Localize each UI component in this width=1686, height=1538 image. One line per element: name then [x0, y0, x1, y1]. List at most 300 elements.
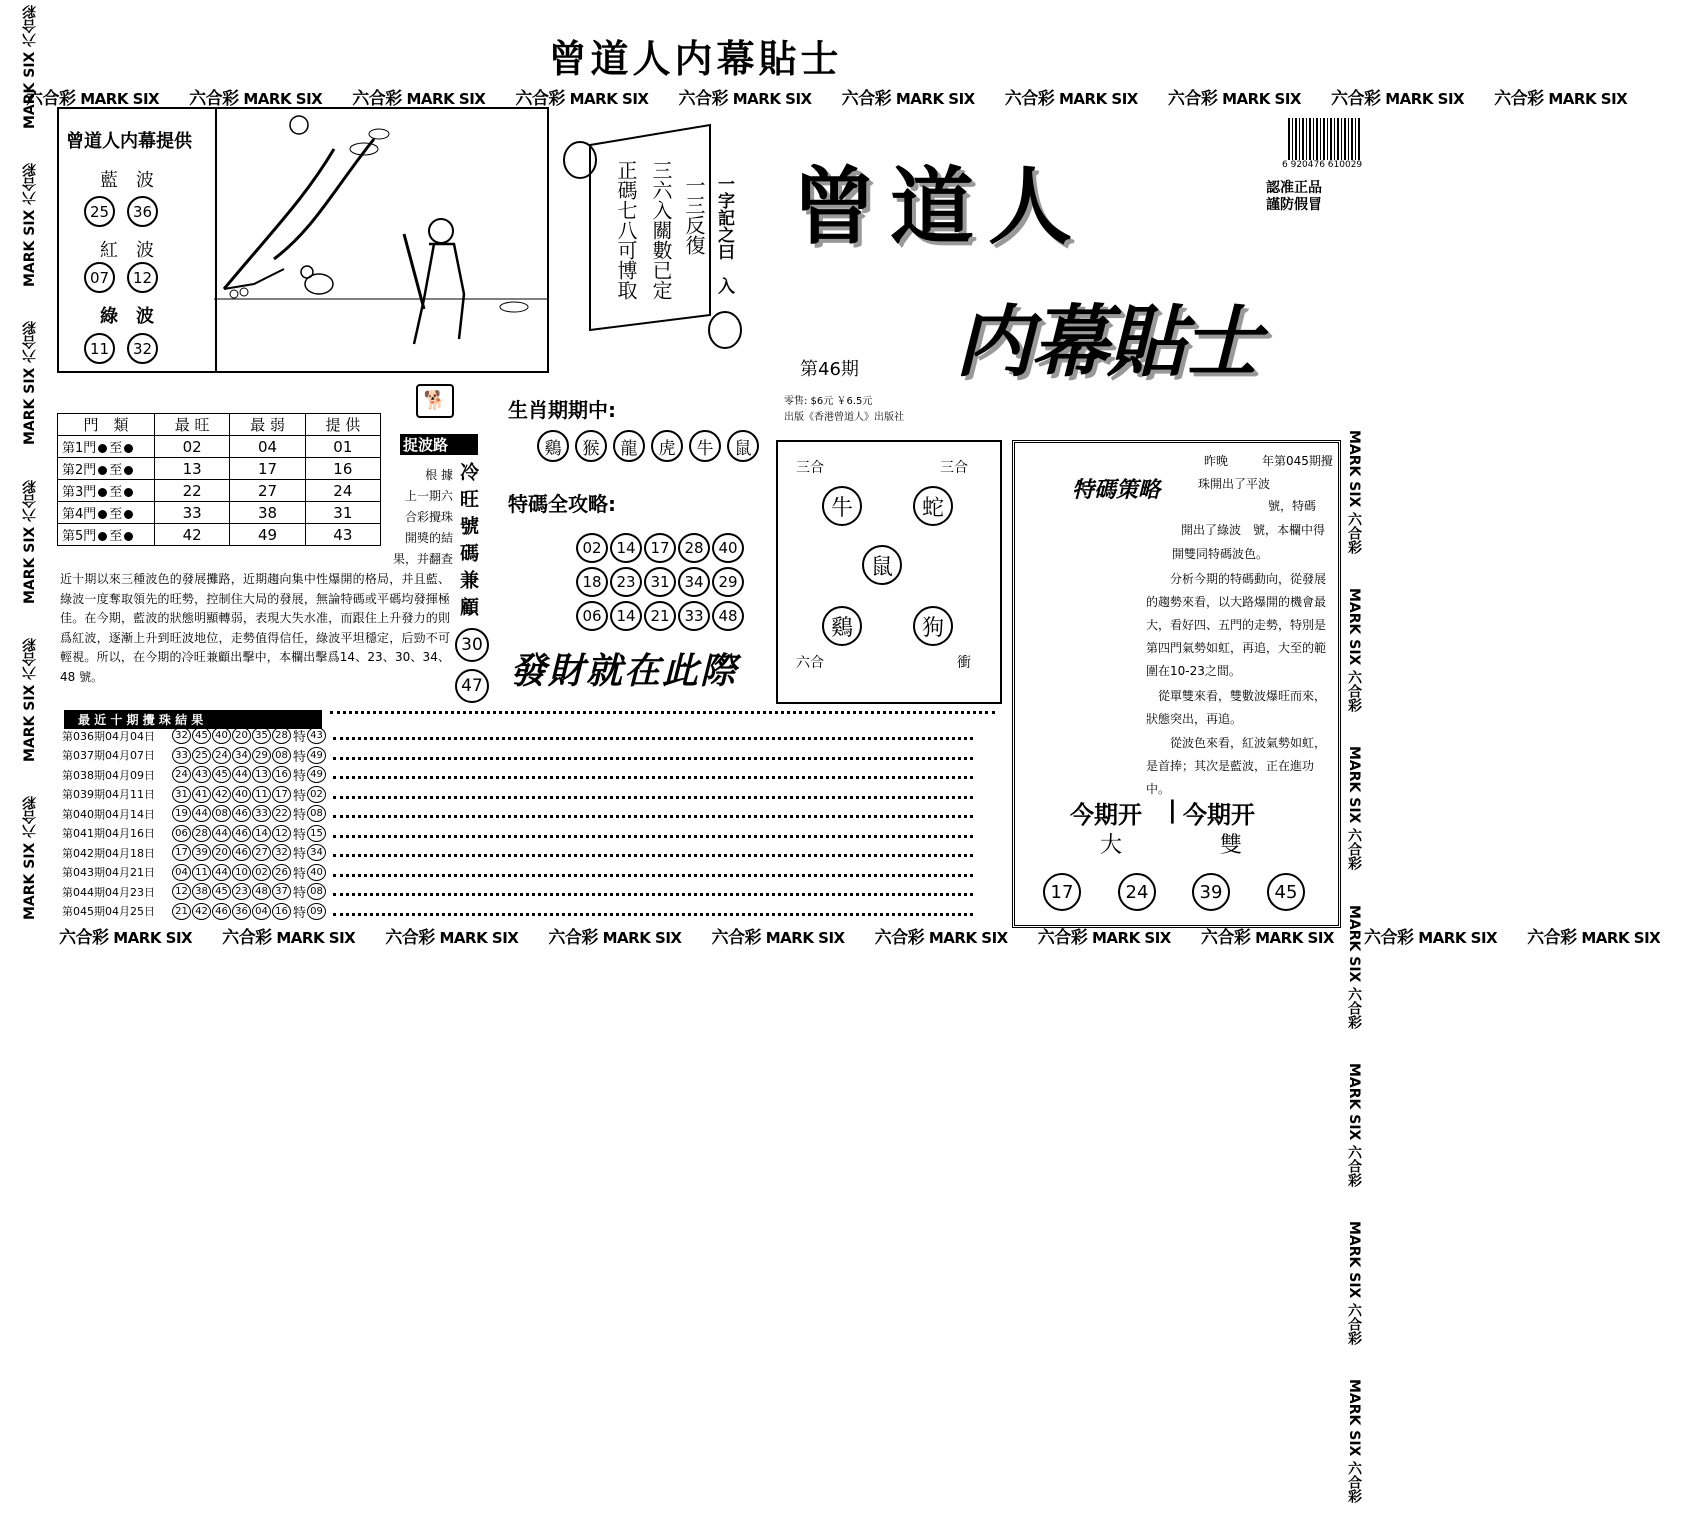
- catch-wave-line: 上一期六: [404, 489, 453, 503]
- draw-number: 17: [272, 786, 291, 803]
- gate-give: 31: [305, 502, 380, 524]
- mark-six-label: [22, 84, 159, 109]
- blue-ball-1: 25: [84, 196, 115, 227]
- draw-label: 第044期04月23日: [62, 885, 155, 899]
- special-number: 02: [307, 786, 326, 803]
- draw-number: 44: [232, 766, 251, 783]
- catch-ball-2: 47: [455, 669, 489, 703]
- draw-number: 21: [172, 903, 191, 920]
- draw-number: 22: [272, 805, 291, 822]
- catch-wave-line: 根 據: [425, 468, 453, 482]
- catch-wave-line: 果，并翻查: [392, 552, 453, 566]
- mark-six-en: MARK SIX: [1418, 929, 1498, 947]
- draw-result-row: [62, 882, 1002, 902]
- draw-label: 第041期04月16日: [62, 827, 155, 841]
- gate-label: 第2門: [62, 463, 97, 478]
- triad-rooster: 鷄: [822, 606, 862, 646]
- draw-number: 11: [192, 864, 211, 881]
- gates-row: [58, 524, 381, 546]
- special-label: 特: [293, 808, 307, 824]
- strategy-para3: 從波色來看，紅波氣勢如虹，是首捧；其次是藍波，正在進功中。: [1146, 736, 1327, 796]
- gate-min: 27: [230, 480, 305, 502]
- results-title: 最 近 十 期 攪 珠 結 果: [64, 710, 322, 729]
- mark-six-en: MARK SIX: [1581, 929, 1661, 947]
- red-wave-balls: [84, 262, 158, 293]
- draw-number: 08: [212, 805, 231, 822]
- mark-six-label: MARK SIX 六合彩: [22, 479, 38, 604]
- triad-ox: 牛: [822, 486, 862, 526]
- issue-number: 第46期: [800, 359, 859, 380]
- draw-number: 39: [192, 844, 211, 861]
- authenticity-2: 謹防假冒: [1266, 197, 1322, 213]
- illustration-box: [214, 107, 549, 373]
- black-dot-icon: [98, 444, 107, 453]
- mark-six-label: [511, 84, 648, 109]
- black-dot-icon: [98, 510, 107, 519]
- special-code-number: 17: [644, 533, 676, 563]
- draw-label: 第036期04月04日: [62, 729, 155, 743]
- mark-six-label: [55, 923, 192, 948]
- black-dot-icon: [124, 444, 133, 453]
- draw-number: 11: [252, 786, 271, 803]
- draw-number: 04: [172, 864, 191, 881]
- mark-six-zh: 六合彩: [1004, 89, 1055, 109]
- big-title-1: 曾道人: [792, 157, 1087, 256]
- gate-max: 02: [155, 436, 230, 458]
- mark-six-en: MARK SIX: [1255, 929, 1334, 947]
- black-dot-icon: [124, 510, 133, 519]
- draw-number: 27: [252, 844, 271, 861]
- draw-number: 36: [232, 903, 251, 920]
- draw-number: 32: [172, 727, 191, 744]
- draw-number: 32: [272, 844, 291, 861]
- zodiac-animal: 虎: [651, 430, 683, 462]
- draw-number: 46: [232, 825, 251, 842]
- special-number: 08: [307, 805, 326, 822]
- scroll-text-2: 三六入關數已定: [649, 160, 673, 300]
- mark-six-label: [871, 923, 1008, 948]
- open-left-value: 大: [1100, 833, 1123, 858]
- results-list: [62, 726, 1002, 921]
- gate-max: 13: [155, 458, 230, 480]
- big-title-2: 内幕貼士: [955, 297, 1260, 388]
- draw-label: 第040期04月14日: [62, 807, 155, 821]
- mark-six-en: MARK SIX: [1222, 90, 1301, 108]
- mark-six-en: MARK SIX: [928, 929, 1008, 947]
- draw-number: 45: [212, 883, 231, 900]
- mark-six-en: MARK SIX: [1091, 929, 1171, 947]
- catch-ball-1: 30: [455, 628, 489, 662]
- draw-number: 33: [172, 747, 191, 764]
- gate-give: 16: [305, 458, 380, 480]
- mark-six-zh: 六合彩: [711, 928, 761, 948]
- mark-six-label: MARK SIX 六合彩: [22, 637, 38, 762]
- special-label: 特: [293, 769, 307, 785]
- strategy-line4: 開出了綠波 號，本欄中得: [1181, 523, 1326, 537]
- draw-number: 46: [232, 805, 251, 822]
- black-dot-icon: [124, 532, 133, 541]
- green-wave-label: 綠 波: [100, 306, 154, 327]
- draw-number: 08: [272, 747, 291, 764]
- draw-number: 16: [272, 766, 291, 783]
- mark-six-zh: 六合彩: [678, 89, 728, 109]
- monk-tree-illustration: [214, 109, 547, 371]
- draw-label: 第039期04月11日: [62, 788, 155, 802]
- draw-number: 35: [252, 727, 271, 744]
- mark-six-en: MARK SIX: [276, 929, 356, 947]
- draw-number: 24: [172, 766, 191, 783]
- dotted-line: [333, 751, 973, 760]
- mark-six-label: [544, 923, 681, 948]
- gates-row: [58, 436, 381, 458]
- special-code-number: 14: [610, 601, 642, 631]
- mark-six-zh: 六合彩: [385, 928, 435, 948]
- red-ball-2: 12: [127, 262, 158, 293]
- mark-six-label: [1164, 84, 1301, 109]
- mark-six-zh: 六合彩: [1527, 928, 1577, 948]
- mark-six-label: MARK SIX 六合彩: [1346, 746, 1362, 871]
- draw-number: 45: [212, 766, 231, 783]
- zodiac-animal: 猴: [575, 430, 607, 462]
- black-dot-icon: [124, 488, 133, 497]
- special-code-number: 48: [712, 601, 744, 631]
- draw-number: 19: [172, 805, 191, 822]
- draw-number: 46: [212, 903, 231, 920]
- scroll-text-1: 正碼七八可博取: [614, 160, 638, 300]
- mark-six-en: MARK SIX: [439, 929, 519, 947]
- draw-number: 06: [172, 825, 191, 842]
- triad-bottom-left: 六合: [796, 655, 824, 671]
- mark-six-label: MARK SIX 六合彩: [1346, 1062, 1362, 1188]
- red-ball-1: 07: [84, 262, 115, 293]
- draw-number: 31: [172, 786, 191, 803]
- mark-six-zh: 六合彩: [515, 89, 565, 109]
- strategy-line1b: 年第045期攪: [1262, 454, 1333, 468]
- draw-label: 第042期04月18日: [62, 846, 155, 860]
- gates-header-give: 提 供: [305, 414, 380, 436]
- special-number: 43: [307, 727, 326, 744]
- mark-six-label: [218, 923, 355, 948]
- draw-number: 23: [232, 883, 251, 900]
- gate-min: 17: [230, 458, 305, 480]
- draw-result-row: [62, 843, 1002, 863]
- dotted-line: [333, 829, 973, 838]
- mark-six-en: MARK SIX: [895, 90, 975, 108]
- dotted-line: [333, 907, 973, 916]
- gates-header-max: 最 旺: [155, 414, 230, 436]
- draw-number: 38: [192, 883, 211, 900]
- special-label: 特: [293, 827, 307, 843]
- gate-give: 24: [305, 480, 380, 502]
- authenticity-1: 認准正品: [1266, 180, 1322, 196]
- draw-number: 20: [232, 727, 251, 744]
- mark-six-zh: 六合彩: [1167, 89, 1218, 109]
- mark-six-label: MARK SIX 六合彩: [22, 321, 38, 446]
- open-ball-2: 24: [1118, 873, 1156, 911]
- mark-six-label: MARK SIX 六合彩: [1346, 904, 1362, 1029]
- strategy-line3: 號，特碼: [1268, 499, 1317, 513]
- draw-label: 第038期04月09日: [62, 768, 155, 782]
- draw-result-row: [62, 863, 1002, 883]
- draw-number: 44: [212, 825, 231, 842]
- draw-result-row: [62, 726, 1002, 746]
- catch-wave-side: 冷旺號碼兼顧: [457, 462, 479, 624]
- gates-header-min: 最 弱: [230, 414, 305, 436]
- blue-wave-balls: [84, 196, 158, 227]
- catch-wave-text: [385, 465, 453, 570]
- mark-six-zh: 六合彩: [189, 89, 239, 109]
- gate-name: [58, 502, 155, 524]
- gates-row: [58, 458, 381, 480]
- draw-number: 43: [192, 766, 211, 783]
- draw-number: 25: [192, 747, 211, 764]
- special-code-number: 18: [576, 567, 608, 597]
- mark-six-label: [381, 923, 518, 948]
- green-ball-2: 32: [127, 333, 158, 364]
- strategy-para2: 從單雙來看，雙數波爆旺而來，狀態突出，再追。: [1146, 689, 1327, 726]
- gate-label: 第5門: [62, 529, 97, 544]
- mark-six-zh: 六合彩: [548, 928, 598, 948]
- dotted-line: [333, 809, 973, 818]
- gate-name: [58, 480, 155, 502]
- special-code-title: 特碼全攻略:: [508, 492, 616, 516]
- zodiac-animal: 鼠: [727, 430, 759, 462]
- dotted-line: [333, 790, 973, 799]
- strategy-line5: 開雙同特碼波色。: [1172, 547, 1269, 561]
- slogan: 發財就在此際: [510, 651, 739, 692]
- mark-six-en: MARK SIX: [80, 90, 160, 108]
- gate-name: [58, 524, 155, 546]
- price-line: 零售: $6元 ￥6.5元: [784, 396, 873, 407]
- open-ball-3: 39: [1192, 873, 1230, 911]
- draw-result-row: [62, 765, 1002, 785]
- draw-number: 44: [192, 805, 211, 822]
- triad-snake: 蛇: [913, 486, 953, 526]
- gate-to: 至: [109, 507, 123, 522]
- draw-number: 17: [172, 844, 191, 861]
- special-label: 特: [293, 886, 307, 902]
- gates-row: [58, 502, 381, 524]
- mark-six-label: [185, 84, 322, 109]
- triad-bottom-right: 衝: [957, 655, 971, 671]
- special-number: 49: [307, 747, 326, 764]
- zodiac-animal: 龍: [613, 430, 645, 462]
- right-mark-six-band: [1344, 430, 1364, 1504]
- special-code-numbers: [576, 533, 746, 631]
- open-ball-4: 45: [1267, 873, 1305, 911]
- draw-label: 第043期04月21日: [62, 866, 155, 880]
- special-code-number: 06: [576, 601, 608, 631]
- gate-min: 49: [230, 524, 305, 546]
- catch-wave-label: 捉波路: [400, 434, 478, 455]
- catch-wave-line: 合彩攪珠: [404, 510, 453, 524]
- gate-to: 至: [109, 441, 123, 456]
- special-code-number: 28: [678, 533, 710, 563]
- results-dotted-rule: [330, 711, 995, 722]
- draw-number: 02: [252, 864, 271, 881]
- special-code-number: 33: [678, 601, 710, 631]
- mark-six-label: [1360, 923, 1497, 948]
- gate-max: 33: [155, 502, 230, 524]
- mark-six-label: MARK SIX 六合彩: [1346, 1379, 1362, 1504]
- draw-number: 40: [212, 727, 231, 744]
- draw-number: 16: [272, 903, 291, 920]
- open-ball-1: 17: [1043, 873, 1081, 911]
- triad-top-left: 三合: [796, 460, 824, 476]
- gate-name: [58, 458, 155, 480]
- mark-six-en: MARK SIX: [1385, 90, 1465, 108]
- catch-wave-icon: 🐕: [416, 384, 454, 418]
- gates-row: [58, 480, 381, 502]
- draw-number: 44: [212, 864, 231, 881]
- analysis-text: 近十期以來三種波色的發展攤路，近期趨向集中性爆開的格局，并且藍、綠波一度奪取領先的旺勢，控制住大局的發展，無論特碼或平碼均發揮極佳。在今期，藍波的狀態明顯轉弱，表現大失水准，而跟住上升發力的則爲紅波，逐漸上升到旺波地位，走勢值得信任，綠波平坦穩定，后勁不可輕視。所以，在今期的冷旺兼顧出擊中，本欄出擊爲14、23、30、34、48 號。: [60, 572, 450, 684]
- draw-result-row: [62, 902, 1002, 922]
- special-code-number: 29: [712, 567, 744, 597]
- blue-ball-2: 36: [127, 196, 158, 227]
- draw-number: 24: [212, 747, 231, 764]
- mark-six-zh: 六合彩: [1037, 928, 1088, 948]
- special-label: 特: [293, 847, 307, 863]
- draw-number: 13: [252, 766, 271, 783]
- special-code-number: 34: [678, 567, 710, 597]
- draw-number: 48: [252, 883, 271, 900]
- strategy-title: 特碼策略: [1072, 478, 1161, 503]
- strategy-para1: 分析今期的特碼動向，從發展的趨勢來看，以大路爆開的機會最大，看好四、五門的走勢，特別是第四門氣勢如虹，再追，大至的範圍在10-23之間。: [1146, 572, 1327, 678]
- zodiac-animal: 牛: [689, 430, 721, 462]
- provider-label: 曾道人内幕提供: [66, 131, 192, 152]
- barcode-number: 6 920476 610029: [1282, 160, 1363, 170]
- draw-result-row: [62, 824, 1002, 844]
- mark-six-label: MARK SIX 六合彩: [1346, 430, 1362, 555]
- draw-number: 46: [232, 844, 251, 861]
- gates-table: [57, 413, 381, 546]
- black-dot-icon: [124, 466, 133, 475]
- mark-six-en: MARK SIX: [406, 90, 486, 108]
- left-mark-six-band: [20, 4, 40, 920]
- special-code-number: 40: [712, 533, 744, 563]
- zodiac-title: 生肖期期中:: [508, 398, 616, 422]
- gate-label: 第4門: [62, 507, 97, 522]
- strategy-line1a: 昨晚: [1204, 454, 1229, 468]
- mark-six-en: MARK SIX: [1058, 90, 1138, 108]
- black-dot-icon: [98, 532, 107, 541]
- draw-number: 28: [272, 727, 291, 744]
- green-ball-1: 11: [84, 333, 115, 364]
- mark-six-label: MARK SIX 六合彩: [1346, 1221, 1362, 1346]
- black-dot-icon: [98, 488, 107, 497]
- mark-six-en: MARK SIX: [1548, 90, 1628, 108]
- strategy-line2: 珠開出了平波: [1198, 477, 1271, 491]
- draw-number: 40: [232, 786, 251, 803]
- mark-six-en: MARK SIX: [602, 929, 682, 947]
- gate-max: 22: [155, 480, 230, 502]
- mark-six-zh: 六合彩: [841, 89, 892, 109]
- draw-number: 14: [252, 825, 271, 842]
- mark-six-en: MARK SIX: [569, 90, 649, 108]
- draw-result-row: [62, 746, 1002, 766]
- mark-six-en: MARK SIX: [765, 929, 845, 947]
- mark-six-label: MARK SIX 六合彩: [22, 795, 38, 920]
- dotted-line: [333, 868, 973, 877]
- draw-number: 12: [172, 883, 191, 900]
- draw-number: 42: [212, 786, 231, 803]
- special-label: 特: [293, 749, 307, 765]
- triad-dog: 狗: [913, 606, 953, 646]
- mark-six-label: [1327, 84, 1464, 109]
- gate-label: 第1門: [62, 441, 97, 456]
- open-right-value: 雙: [1220, 833, 1243, 858]
- draw-number: 41: [192, 786, 211, 803]
- special-number: 49: [307, 766, 326, 783]
- special-number: 15: [307, 825, 326, 842]
- gates-header-type: 門 類: [58, 414, 155, 436]
- gate-max: 42: [155, 524, 230, 546]
- mark-six-label: [348, 84, 485, 109]
- mark-six-label: MARK SIX 六合彩: [22, 4, 38, 129]
- catch-wave-line: 開獎的結: [404, 531, 453, 545]
- dotted-line: [333, 887, 973, 896]
- special-label: 特: [293, 905, 307, 921]
- special-number: 09: [307, 903, 326, 920]
- gate-name: [58, 436, 155, 458]
- special-label: 特: [293, 788, 307, 804]
- mark-six-en: MARK SIX: [113, 929, 193, 947]
- mark-six-zh: 六合彩: [1200, 928, 1251, 948]
- special-label: 特: [293, 866, 307, 882]
- gate-to: 至: [109, 463, 123, 478]
- dotted-line: [333, 848, 973, 857]
- mark-six-zh: 六合彩: [222, 928, 272, 948]
- mark-six-zh: 六合彩: [874, 928, 925, 948]
- triad-top-right: 三合: [940, 460, 968, 476]
- blue-wave-label: 藍 波: [100, 170, 154, 191]
- draw-number: 20: [212, 844, 231, 861]
- top-mark-six-band: [22, 84, 1628, 109]
- draw-number: 37: [272, 883, 291, 900]
- gate-give: 43: [305, 524, 380, 546]
- zodiac-animal: 鷄: [537, 430, 569, 462]
- draw-number: 33: [252, 805, 271, 822]
- gate-min: 38: [230, 502, 305, 524]
- special-code-number: 02: [576, 533, 608, 563]
- draw-number: 29: [252, 747, 271, 764]
- dotted-line: [333, 731, 973, 740]
- mark-six-label: MARK SIX 六合彩: [22, 162, 38, 288]
- triad-rat: 鼠: [862, 545, 902, 585]
- special-code-number: 14: [610, 533, 642, 563]
- mark-six-zh: 六合彩: [352, 89, 402, 109]
- mark-six-label: MARK SIX 六合彩: [1346, 588, 1362, 713]
- mark-six-zh: 六合彩: [1331, 89, 1381, 109]
- mark-six-label: [1001, 84, 1138, 109]
- page-title: 曾道人内幕貼士: [548, 36, 843, 81]
- draw-number: 34: [232, 747, 251, 764]
- mark-six-label: [708, 923, 845, 948]
- open-divider: |: [1168, 796, 1177, 824]
- publisher-line: 出版《香港曾道人》出版社: [784, 412, 904, 423]
- special-number: 08: [307, 883, 326, 900]
- dotted-line: [333, 770, 973, 779]
- mark-six-zh: 六合彩: [59, 928, 109, 948]
- draw-number: 26: [272, 864, 291, 881]
- mark-six-label: [675, 84, 812, 109]
- black-dot-icon: [98, 466, 107, 475]
- special-code-number: 21: [644, 601, 676, 631]
- red-wave-label: 紅 波: [100, 240, 154, 261]
- scroll-text-4: 一字記之曰 入: [714, 175, 734, 294]
- mark-six-label: [1523, 923, 1660, 948]
- gate-to: 至: [109, 485, 123, 500]
